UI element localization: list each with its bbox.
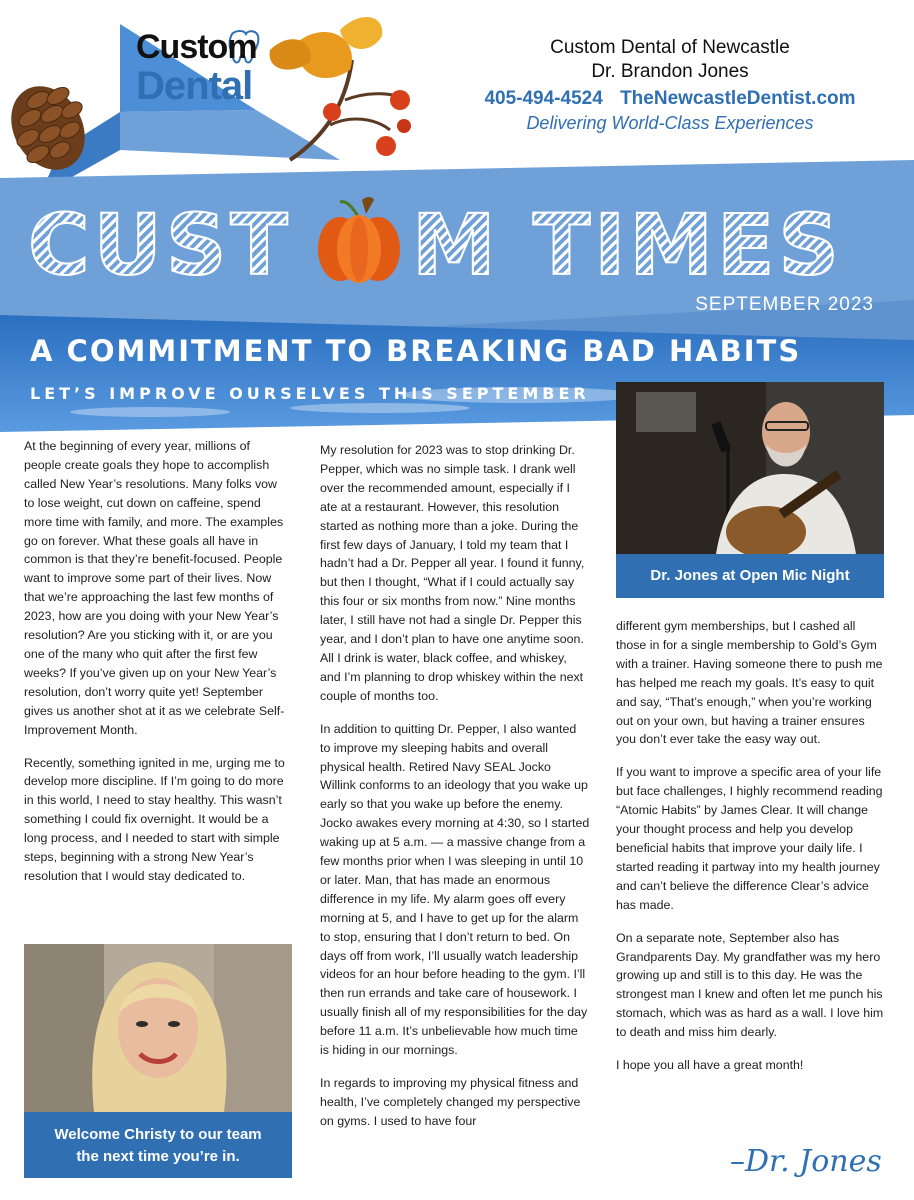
article-headline: A COMMITMENT TO BREAKING BAD HABITS — [30, 334, 802, 368]
paragraph: Recently, something ignited in me, urging me to develop more discipline. If I’m going to do more in this world, I need to stay healthy. This wasn’t something I could fix overnight. It would be a long process, and I needed to start with simple steps, beginning with a strong New Year’s resolution that I would stay dedicated to. — [24, 755, 285, 883]
paragraph: On a separate note, September also has Grandparents Day. My grandfather was my hero growing up and still is to this day. He was the strongest man I knew and often let me punch his stomach, which was as hard as a wall. I love him to death and miss him dearly. — [616, 930, 884, 1040]
paragraph: In addition to quitting Dr. Pepper, I also wanted to improve my sleeping habits and overall physical health. Retired Navy SEAL Jocko Willink conforms to an ideology that you wake up early so that you wake up before the enemy. Jocko awakes every morning at 4:30, so I started waking up at 5 a.m. — a massive change from a few months prior when I was sleeping in until 10 or later. Man, that has made an enormous difference in my life. My alarm goes off every morning at 5, and I have to get up for the alarm to stop, ensuring that I don’t return to bed. On days off from work, I’ll usually watch leadership videos for an hour before heading to the gym. I’ll then run errands and take care of housework. I usually finish all of my responsibilities for the day before 11 a.m. It’s unbelievable how much time is hiding in our mornings. — [320, 721, 590, 1058]
paragraph: In regards to improving my physical fitness and health, I’ve completely changed my perspective on gyms. I used to have four — [320, 1076, 581, 1128]
phone-number[interactable]: 405-494-4524 — [484, 88, 603, 109]
article-column-2 — [320, 441, 590, 1145]
doctor-photo-caption: Dr. Jones at Open Mic Night — [616, 554, 884, 598]
website-link[interactable]: TheNewcastleDentist.com — [620, 88, 856, 109]
article-column-3 — [616, 617, 888, 1089]
paragraph: At the beginning of every year, millions of people create goals they hope to accomplish called New Year’s resolutions. Many folks vow to lose weight, cut down on caffeine, spend more time with family, and more. The examples go on forever. What these goals all have in common is that they’re benefit-focused. People want to improve some part of their lives. Now that we’re approaching the last few months of 2023, how are you doing with your New Year’s resolution? Are you sticking with it, or are you one of the many who quit after the first few weeks? If you’ve given up on your New Year’s resolution, don’t worry quite yet! September gives us another shot at it as we celebrate Self-Improvement Month. — [24, 439, 285, 737]
logo-text-dental: Dental — [136, 64, 253, 108]
doctor-photo — [616, 382, 884, 554]
article-column-1 — [24, 437, 286, 900]
logo-text-custom: Custom — [136, 28, 257, 66]
header-info — [440, 36, 900, 134]
masthead-title-left: CUST — [28, 196, 292, 294]
masthead-title-right: M TIMES — [412, 196, 843, 294]
paragraph: My resolution for 2023 was to stop drinking Dr. Pepper, which was no simple task. I drank well over the recommended amount, especially if I ate at a restaurant. However, this resolution started as nothing more than a joke. During the first few days of January, I told my team that I hadn’t had a Dr. Pepper all year. I found it funny, but then I thought, “What if I could actually say this four or six months from now.” Nine months later, I still have not had a single Dr. Pepper this year, and I don’t plan to have one anytime soon. All I drink is water, black coffee, and whiskey, and I’m planning to drop whiskey within the next couple of months too. — [320, 443, 585, 703]
paragraph: If you want to improve a specific area of your life but face challenges, I highly recommend reading “Atomic Habits” by James Clear. It will change your thought process and help you develop beneficial habits that improve your daily life. I started reading it partway into my health journey and can’t believe the difference Clear’s advice has made. — [616, 765, 883, 912]
team-caption-line1: Welcome Christy to our team — [54, 1126, 262, 1143]
pumpkin-icon — [312, 194, 406, 286]
doctor-name: Dr. Brandon Jones — [591, 61, 749, 82]
article-subheadline: LET’S IMPROVE OURSELVES THIS SEPTEMBER — [30, 384, 590, 403]
issue-date: SEPTEMBER 2023 — [695, 294, 874, 315]
practice-name: Custom Dental of Newcastle — [550, 37, 790, 58]
team-caption-line2: the next time you’re in. — [76, 1148, 240, 1165]
signature: –Dr. Jones — [730, 1144, 882, 1179]
tagline: Delivering World-Class Experiences — [526, 113, 814, 133]
team-photo-caption — [24, 1112, 292, 1178]
paragraph: different gym memberships, but I cashed all those in for a single membership to Gold’s Gym with a trainer. Having someone there to push me has helped me reach my goals. It’s easy to quit and say, “That’s enough,” when you’re working out on your own, but having a trainer ensures you don’t ever take the easy way out. — [616, 619, 883, 747]
contact-line — [440, 86, 900, 112]
paragraph: I hope you all have a great month! — [616, 1058, 804, 1073]
team-member-photo — [24, 944, 292, 1112]
